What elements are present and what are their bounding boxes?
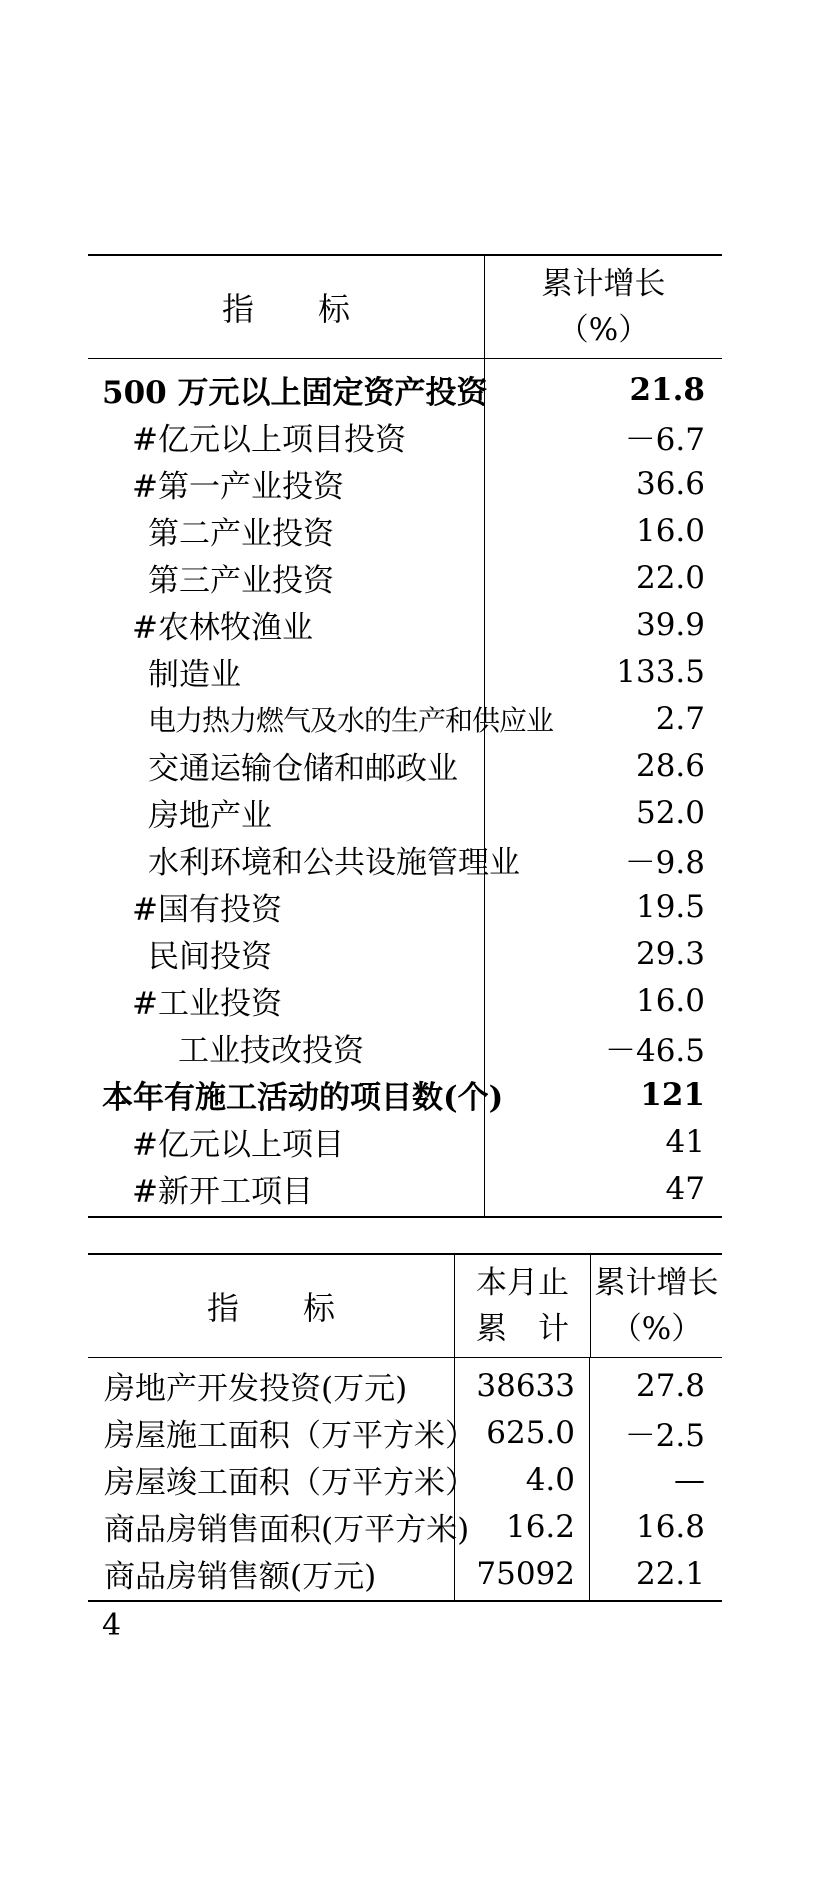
- row-label: #新开工项目: [132, 1174, 313, 1210]
- table-row: [88, 648, 722, 695]
- growth-header: [485, 256, 722, 358]
- table-row: [88, 554, 722, 601]
- growth-value: 27.8: [635, 1367, 705, 1404]
- cumulative-header-line1: 本月止: [476, 1265, 569, 1301]
- table-row: [88, 507, 722, 554]
- table-row: [88, 930, 722, 977]
- real-estate-table: [88, 1253, 722, 1602]
- table-row: [88, 977, 722, 1024]
- growth-header-line1: 累计增长: [594, 1265, 719, 1301]
- table-row: [88, 1071, 722, 1118]
- table-row: [88, 460, 722, 507]
- table-row: [88, 789, 722, 836]
- row-value: 28.6: [635, 747, 705, 784]
- table-row: [88, 366, 722, 413]
- row-label: #亿元以上项目投资: [132, 422, 406, 458]
- table-row: [88, 1456, 722, 1503]
- growth-header: [591, 1255, 722, 1357]
- table-row: [88, 1362, 722, 1409]
- table-row: [88, 883, 722, 930]
- table-row: [88, 1024, 722, 1071]
- table-body: [88, 359, 722, 1216]
- cumulative-value: 75092: [476, 1555, 575, 1592]
- table-row: [88, 1165, 722, 1212]
- row-label: 水利环境和公共设施管理业: [148, 845, 520, 881]
- row-value: 36.6: [635, 465, 705, 502]
- cumulative-header-line2: 累 计: [476, 1311, 569, 1347]
- indicator-header: 指 标: [88, 1255, 455, 1357]
- row-value: 52.0: [635, 794, 705, 831]
- table-row: [88, 1409, 722, 1456]
- row-value: 22.0: [635, 559, 705, 596]
- row-label: #国有投资: [132, 892, 282, 928]
- cumulative-value: 625.0: [486, 1414, 575, 1451]
- growth-value: －2.5: [624, 1418, 705, 1454]
- table-row: [88, 1550, 722, 1597]
- row-label: 第二产业投资: [148, 516, 334, 552]
- row-value: 19.5: [635, 888, 705, 925]
- row-value: 29.3: [635, 935, 705, 972]
- table-row: [88, 413, 722, 460]
- row-value: 41: [665, 1123, 705, 1160]
- indicator-header: 指 标: [88, 256, 485, 358]
- row-label: 第三产业投资: [148, 563, 334, 599]
- growth-header-line1: 累计增长: [541, 266, 666, 302]
- row-label: 商品房销售额(万元): [104, 1559, 377, 1595]
- table-row: [88, 1503, 722, 1550]
- growth-header-line2: （%）: [557, 312, 650, 348]
- row-label: 商品房销售面积(万平方米): [104, 1512, 470, 1548]
- table-body: [88, 1358, 722, 1600]
- investment-growth-table: [88, 254, 722, 1218]
- row-label: 民间投资: [148, 939, 272, 975]
- row-label: #农林牧渔业: [132, 610, 313, 646]
- row-label: #第一产业投资: [132, 469, 344, 505]
- growth-value: 22.1: [635, 1555, 705, 1592]
- table-row: [88, 836, 722, 883]
- row-value: －6.7: [624, 422, 705, 458]
- growth-header-line2: （%）: [610, 1311, 703, 1347]
- row-value: －9.8: [624, 845, 705, 881]
- table-row: [88, 695, 722, 742]
- row-value: 2.7: [655, 700, 705, 737]
- table-row: [88, 601, 722, 648]
- row-label: 房屋施工面积（万平方米）: [104, 1418, 476, 1454]
- table-row: [88, 1118, 722, 1165]
- cumulative-value: 16.2: [505, 1508, 575, 1545]
- row-value: 16.0: [635, 512, 705, 549]
- row-label: 房地产业: [148, 798, 272, 834]
- table-header: [88, 1255, 722, 1358]
- page-number: 4: [102, 1608, 122, 1643]
- row-label: 房地产开发投资(万元): [104, 1371, 408, 1407]
- row-label: 房屋竣工面积（万平方米）: [104, 1465, 476, 1501]
- cumulative-value: 4.0: [525, 1461, 575, 1498]
- row-value: 21.8: [629, 371, 705, 408]
- row-value: 133.5: [616, 653, 705, 690]
- row-value: 47: [665, 1170, 705, 1207]
- row-label: 500 万元以上固定资产投资: [102, 375, 488, 411]
- row-label: #工业投资: [132, 986, 282, 1022]
- row-label: #亿元以上项目: [132, 1127, 344, 1163]
- row-label: 工业技改投资: [178, 1033, 364, 1069]
- cumulative-header: [455, 1255, 591, 1357]
- growth-value: —: [674, 1461, 705, 1498]
- row-value: 121: [640, 1076, 705, 1113]
- row-value: 16.0: [635, 982, 705, 1019]
- growth-value: 16.8: [635, 1508, 705, 1545]
- row-label: 本年有施工活动的项目数(个): [102, 1080, 504, 1116]
- table-row: [88, 742, 722, 789]
- row-label: 电力热力燃气及水的生产和供应业: [148, 703, 554, 737]
- cumulative-value: 38633: [476, 1367, 575, 1404]
- row-label: 交通运输仓储和邮政业: [148, 751, 458, 787]
- row-label: 制造业: [148, 657, 241, 693]
- row-value: 39.9: [635, 606, 705, 643]
- row-value: －46.5: [604, 1033, 705, 1069]
- table-header: [88, 256, 722, 359]
